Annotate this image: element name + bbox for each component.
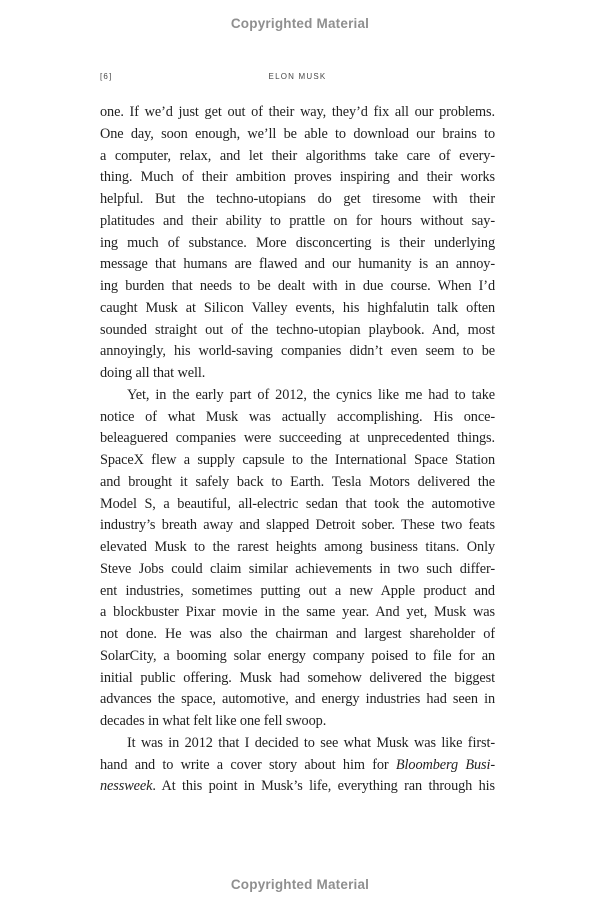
copyright-notice-bottom: Copyrighted Material (230, 877, 370, 892)
text-line: advances the space, automotive, and energy industries had seen in (100, 691, 495, 708)
text-line: Model S, a beautiful, all-electric sedan that took the automotive (100, 495, 495, 512)
text-line: ing much of substance. More disconcerting is their underlying (100, 234, 495, 251)
text-line: elevated Musk to the rarest heights among business titans. Only (100, 539, 495, 555)
text-line: message that humans are flawed and our humanity is an annoy- (100, 256, 495, 273)
text-line: and brought it safely back to Earth. Tesla Motors delivered the (100, 473, 495, 490)
text-line: hand and to write a cover story about him for Bloomberg Busi- (100, 756, 495, 773)
text-line: SpaceX flew a supply capsule to the International Space Station (100, 452, 495, 468)
text-line: a blockbuster Pixar movie in the same year. And yet, Musk was (100, 604, 495, 621)
text-line: doing all that well. (100, 365, 206, 381)
text-line: nessweek. At this point in Musk’s life, everything ran through his (100, 778, 495, 795)
text-line: initial public offering. Musk had somehow delivered the biggest (100, 669, 495, 686)
page-number: [6] (100, 72, 113, 81)
italic-text: nessweek (100, 778, 153, 795)
text-line: sounded straight out of the techno-utopian playbook. And, most (100, 321, 495, 338)
body-text (100, 102, 495, 798)
text-line: thing. Much of their ambition proves inspiring and their works (100, 169, 495, 186)
running-header (100, 72, 495, 86)
text-line: One day, soon enough, we’ll be able to download our brains to (100, 125, 495, 142)
text-line: beleaguered companies were succeeding at unprecedented things. (100, 430, 495, 447)
text-line: It was in 2012 that I decided to see what Musk was like first- (127, 734, 495, 751)
text-line: platitudes and their ability to prattle on for hours without say- (100, 212, 495, 229)
text-line: one. If we’d just get out of their way, they’d fix all our problems. (100, 104, 495, 120)
copyright-notice-top: Copyrighted Material (230, 16, 370, 31)
text-line: caught Musk at Silicon Valley events, his highfalutin talk often (100, 299, 495, 316)
text-line: ent industries, sometimes putting out a new Apple product and (100, 582, 495, 599)
text-line: annoyingly, his world-saving companies didn’t even seem to be (100, 343, 495, 360)
text-line: Steve Jobs could claim similar achievements in two such differ- (100, 560, 495, 577)
text-line: Yet, in the early part of 2012, the cynics like me had to take (127, 386, 495, 403)
text-line: SolarCity, a booming solar energy company poised to file for an (100, 647, 495, 664)
text-line: a computer, relax, and let their algorithms take care of every- (100, 147, 495, 164)
italic-text: Bloomberg Busi- (395, 756, 495, 773)
text-line: ing burden that needs to be dealt with in due course. When I’d (100, 278, 495, 294)
text-line: industry’s breath away and slapped Detroit sober. These two feats (100, 517, 495, 534)
text-line: decades in what felt like one fell swoop. (100, 713, 327, 729)
text-line: not done. He was also the chairman and largest shareholder of (100, 626, 495, 642)
text-line: helpful. But the techno-utopians do get tiresome with their (100, 191, 495, 207)
running-title: ELON MUSK (268, 72, 327, 81)
text-line: notice of what Musk was actually accomplishing. His once- (100, 408, 495, 425)
